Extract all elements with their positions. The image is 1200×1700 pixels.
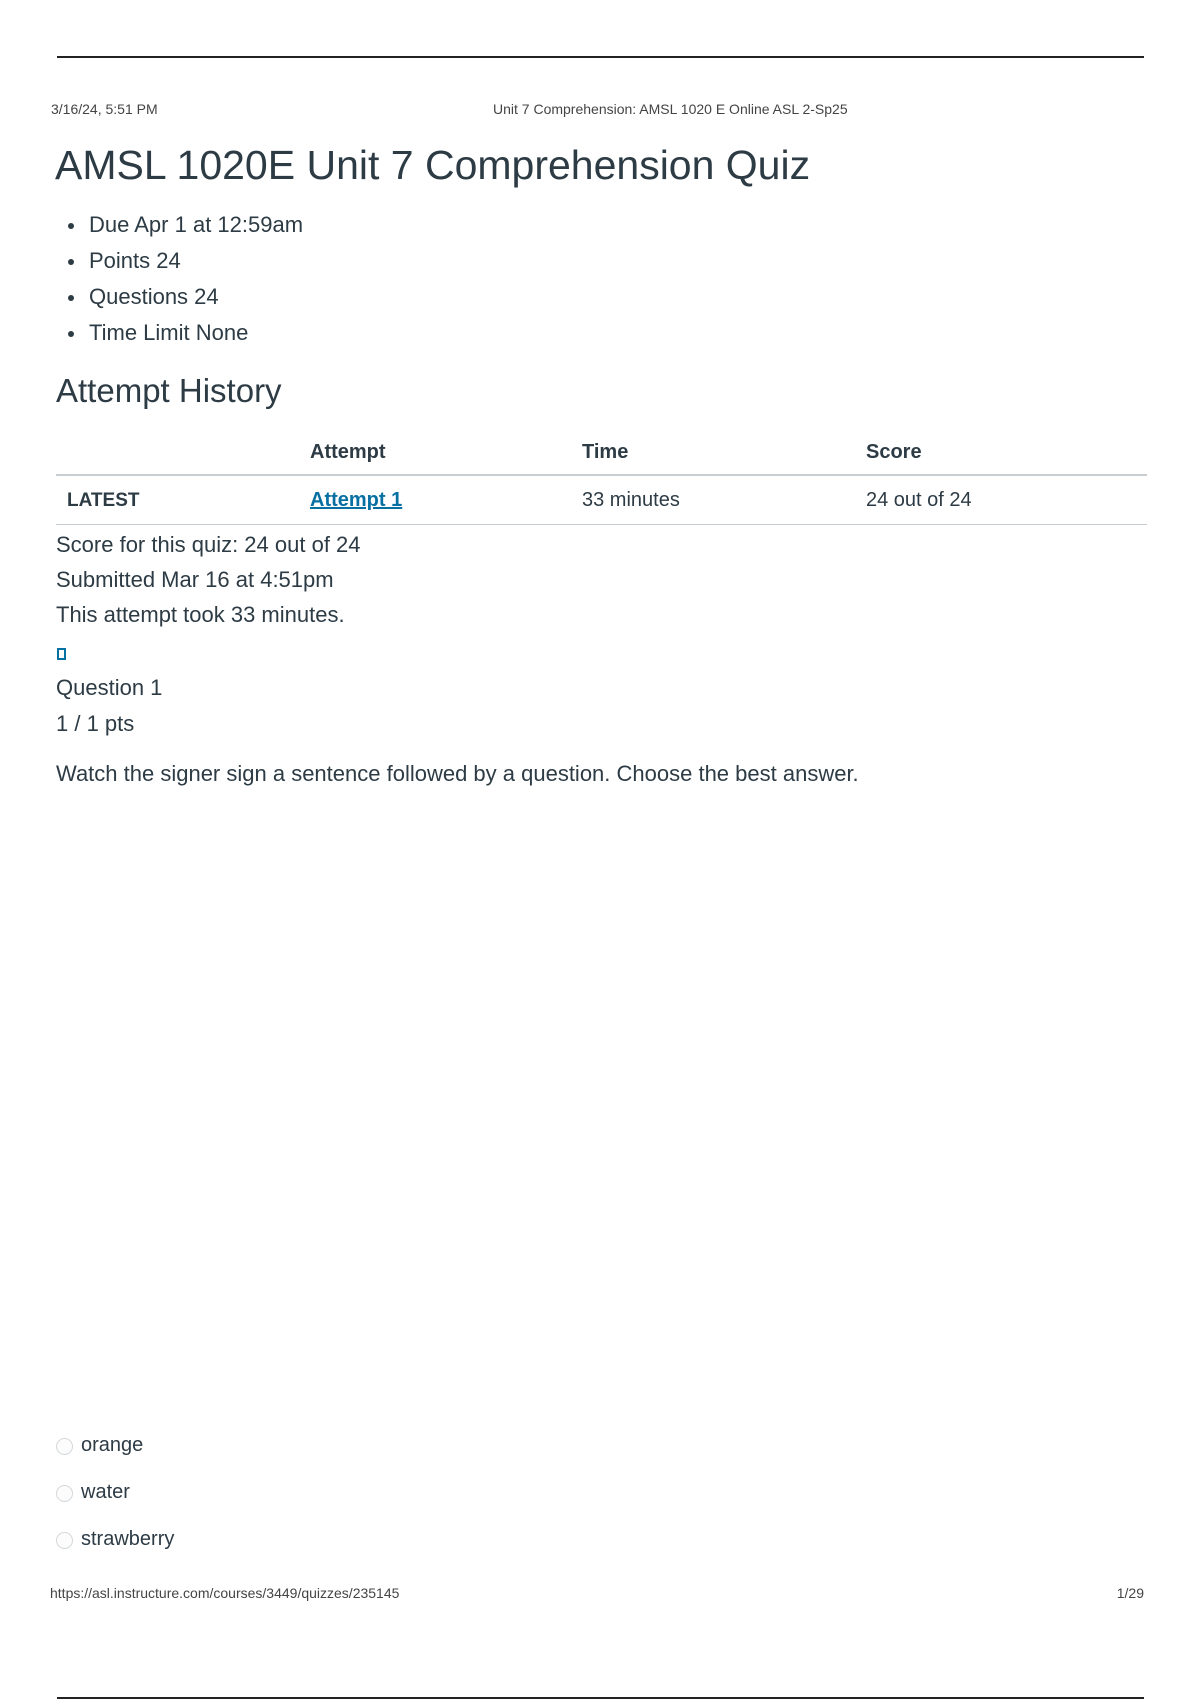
- table-row: [56, 475, 1147, 525]
- quiz-questions: Questions 24: [89, 281, 303, 317]
- answer-label: strawberry: [81, 1528, 175, 1550]
- question-header: [56, 672, 162, 744]
- attempt-link[interactable]: Attempt 1: [310, 488, 403, 511]
- column-header-label: [56, 430, 310, 475]
- page-number: 1/29: [1116, 1585, 1144, 1601]
- table-header-row: [56, 430, 1147, 475]
- video-area: [56, 810, 1146, 1420]
- submitted-text: Submitted Mar 16 at 4:51pm: [56, 567, 334, 592]
- answer-option[interactable]: [56, 1528, 174, 1575]
- answer-label: water: [81, 1481, 130, 1503]
- answer-option[interactable]: [56, 1434, 174, 1481]
- answer-option[interactable]: [56, 1481, 174, 1528]
- column-header-time: Time: [582, 430, 866, 475]
- quiz-score-text: Score for this quiz: 24 out of 24: [56, 532, 361, 557]
- question-points: 1 / 1 pts: [56, 711, 135, 736]
- radio-button[interactable]: [56, 1438, 73, 1455]
- attempt-history-heading: Attempt History: [56, 372, 282, 409]
- attempt-summary: [56, 530, 361, 635]
- print-date: 3/16/24, 5:51 PM: [51, 101, 158, 117]
- quiz-points: Points 24: [89, 245, 303, 281]
- flag-icon[interactable]: [57, 648, 66, 660]
- top-rule: [57, 56, 1144, 58]
- latest-label: LATEST: [67, 489, 140, 511]
- answer-label: orange: [81, 1434, 144, 1456]
- quiz-details: [55, 209, 303, 353]
- answer-list: [56, 1434, 174, 1575]
- column-header-attempt: Attempt: [310, 430, 582, 475]
- quiz-time-limit: Time Limit None: [89, 317, 303, 353]
- bottom-rule: [57, 1697, 1144, 1699]
- column-header-score: Score: [866, 430, 1147, 475]
- attempt-history-table: [56, 430, 1147, 525]
- radio-button[interactable]: [56, 1485, 73, 1502]
- quiz-due: Due Apr 1 at 12:59am: [89, 209, 303, 245]
- print-header: [51, 101, 1144, 121]
- question-title: Question 1: [56, 675, 163, 700]
- question-text: Watch the signer sign a sentence followed by a question. Choose the best answer.: [56, 761, 859, 786]
- attempt-time: 33 minutes: [582, 475, 866, 525]
- radio-button[interactable]: [56, 1532, 73, 1549]
- print-url: https://asl.instructure.com/courses/3449/quizzes/235145: [50, 1585, 400, 1601]
- page-title: AMSL 1020E Unit 7 Comprehension Quiz: [55, 142, 811, 188]
- duration-text: This attempt took 33 minutes.: [56, 602, 345, 627]
- print-doc-title: Unit 7 Comprehension: AMSL 1020 E Online ASL 2-Sp25: [493, 101, 848, 117]
- print-footer: [50, 1585, 1144, 1605]
- attempt-score: 24 out of 24: [866, 475, 1147, 525]
